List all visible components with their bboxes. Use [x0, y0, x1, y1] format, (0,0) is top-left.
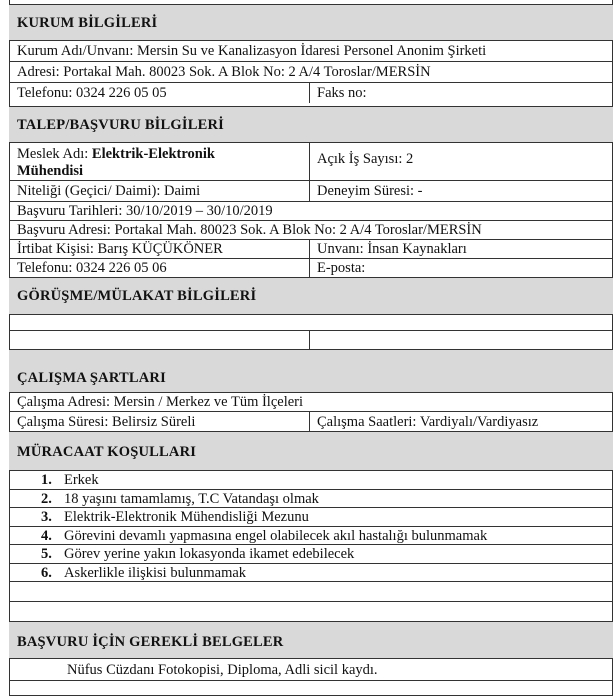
condition-list-item [9, 489, 613, 508]
row-muracaat-empty-1 [9, 581, 613, 601]
row-calisma-suresi [9, 411, 613, 431]
condition-list-item [9, 526, 613, 545]
section-title: MÜRACAAT KOŞULLARI [17, 444, 197, 460]
section-title: BAŞVURU İÇİN GEREKLİ BELGELER [17, 634, 284, 650]
condition-list-item [9, 507, 613, 526]
section-title: ÇALIŞMA ŞARTLARI [17, 370, 166, 386]
meslek-label: Meslek Adı: [17, 146, 92, 162]
condition-list-item [9, 544, 613, 563]
kurum-telefon: Telefonu: 0324 226 05 05 [17, 85, 167, 101]
section-header-gorusme [9, 277, 613, 314]
deneyim-suresi: Deneyim Süresi: - [317, 183, 423, 199]
row-kurum-adres [9, 61, 613, 82]
row-irtibat [9, 239, 613, 258]
condition-number: 4. [41, 527, 52, 544]
calisma-suresi: Çalışma Süresi: Belirsiz Süreli [17, 414, 196, 430]
row-basvuru-adresi [9, 220, 613, 239]
condition-number: 2. [41, 490, 52, 507]
section-header-calisma [9, 349, 613, 392]
section-header-muracaat [9, 431, 613, 470]
calisma-adresi: Çalışma Adresi: Mersin / Merkez ve Tüm İlçeleri [17, 394, 304, 410]
eposta: E-posta: [317, 260, 366, 276]
irtibat-kisisi: İrtibat Kişisi: Barış KÜÇÜKÖNER [17, 241, 223, 257]
condition-text: Askerlikle ilişkisi bulunmamak [64, 564, 247, 581]
row-talep-telefon [9, 258, 613, 277]
calisma-saatleri: Çalışma Saatleri: Vardiyalı/Vardiyasız [317, 414, 539, 430]
basvuru-tarihleri: Başvuru Tarihleri: 30/10/2019 – 30/10/2019 [17, 203, 273, 219]
row-muracaat-empty-2 [9, 601, 613, 621]
condition-list-item [9, 563, 613, 582]
talep-telefon: Telefonu: 0324 226 05 06 [17, 260, 167, 276]
column-divider [309, 331, 310, 349]
condition-list-item [9, 470, 613, 489]
section-title: TALEP/BAŞVURU BİLGİLERİ [17, 117, 224, 133]
niteligi: Niteliği (Geçici/ Daimi): Daimi [17, 183, 201, 199]
row-gorusme-empty-1 [9, 314, 613, 330]
kurum-adi: Kurum Adı/Unvanı: Mersin Su ve Kanalizasyon İdaresi Personel Anonim Şirketi [17, 43, 487, 59]
row-basvuru-tarihleri [9, 201, 613, 220]
section-header-kurum [9, 4, 613, 40]
kurum-adres: Adresi: Portakal Mah. 80023 Sok. A Blok No: 2 A/4 Toroslar/MERSİN [17, 64, 431, 80]
row-gorusme-empty-2 [9, 330, 613, 349]
condition-number: 3. [41, 509, 52, 525]
section-title: GÖRÜŞME/MÜLAKAT BİLGİLERİ [17, 288, 257, 304]
condition-text: Görev yerine yakın lokasyonda ikamet edebilecek [64, 546, 355, 562]
section-header-talep [9, 106, 613, 142]
condition-number: 6. [41, 564, 52, 581]
condition-number: 1. [41, 472, 52, 488]
section-title: KURUM BİLGİLERİ [17, 15, 158, 31]
condition-number: 5. [41, 546, 52, 562]
condition-text: Erkek [64, 472, 99, 488]
meslek-value: Elektrik-Elektronik [91, 146, 215, 162]
basvuru-adresi: Başvuru Adresi: Portakal Mah. 80023 Sok. A Blok No: 2 A/4 Toroslar/MERSİN [17, 222, 482, 238]
row-belgeler [9, 658, 613, 680]
row-kurum-telefon [9, 82, 613, 103]
unvani: Unvanı: İnsan Kaynakları [317, 241, 467, 257]
section-header-belgeler [9, 621, 613, 658]
kurum-faks: Faks no: [317, 85, 367, 101]
row-kurum-adi [9, 40, 613, 61]
row-meslek [9, 142, 613, 180]
meslek-value-cont: Mühendisi [17, 163, 84, 179]
condition-text: Elektrik-Elektronik Mühendisliği Mezunu [64, 509, 309, 525]
bottom-border [9, 695, 613, 696]
row-belgeler-empty [9, 680, 613, 695]
meslek-adi [9, 146, 215, 180]
gerekli-belgeler: Nüfus Cüzdanı Fotokopisi, Diploma, Adli sicil kaydı. [67, 662, 378, 678]
condition-text: Görevini devamlı yapmasına engel olabilecek akıl hastalığı bulunmamak [64, 527, 488, 544]
row-niteligi [9, 180, 613, 201]
condition-text: 18 yaşını tamamlamış, T.C Vatandaşı olmak [64, 490, 319, 507]
row-calisma-adresi [9, 392, 613, 411]
acik-is-sayisi: Açık İş Sayısı: 2 [317, 151, 414, 167]
